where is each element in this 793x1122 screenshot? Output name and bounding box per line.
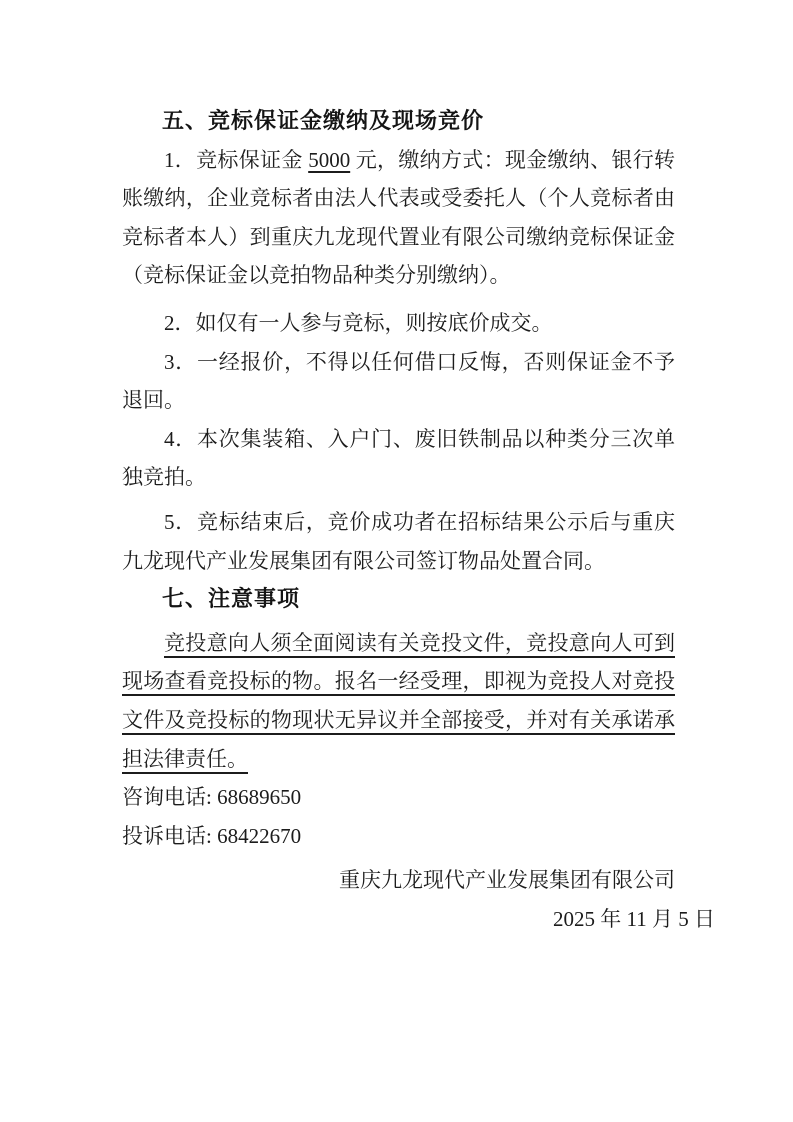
deposit-amount-underlined: 5000 — [308, 147, 351, 172]
contract-signing-clause: 5．竞标结束后，竞价成功者在招标结果公示后与重庆九龙现代产业发展集团有限公司签订物品处置合同。 — [122, 509, 675, 573]
complaint-phone-number: 68422670 — [217, 823, 302, 848]
complaint-phone-label: 投诉电话: — [122, 823, 218, 848]
deposit-prefix-text: 1．竞标保证金 — [164, 147, 309, 172]
no-retract-clause: 3．一经报价，不得以任何借口反悔，否则保证金不予退回。 — [122, 349, 675, 413]
deposit-terms-paragraph — [122, 141, 675, 295]
single-bidder-clause: 2．如仅有一人参与竞标，则按底价成交。 — [164, 310, 553, 335]
signature-date: 2025 年 11 月 5 日 — [553, 906, 715, 931]
inquiry-phone-label: 咨询电话: — [122, 785, 218, 810]
signature-company: 重庆九龙现代产业发展集团有限公司 — [339, 868, 675, 893]
document-content — [122, 102, 715, 938]
notice-paragraph-underlined: 竞投意向人须全面阅读有关竞投文件，竞投意向人可到现场查看竞投标的物。报名一经受理，即视为竞投人对竞投文件及竞投标的物现状无异议并全部接受，并对有关承诺承担法律责任。 — [122, 630, 675, 771]
deposit-suffix-text: 元，缴纳方式：现金缴纳、银行转账缴纳，企业竞标者由法人代表或受委托人（个人竞标者由竞标者本人）到重庆九龙现代置业有限公司缴纳竞标保证金（竞标保证金以竞拍物品种类分别缴纳）。 — [122, 147, 676, 288]
complaint-phone-line — [122, 817, 675, 856]
inquiry-phone-line — [122, 778, 675, 817]
inquiry-phone-number: 68689650 — [217, 785, 302, 810]
separate-auction-clause: 4．本次集装箱、入户门、废旧铁制品以种类分三次单独竞拍。 — [122, 426, 675, 490]
section-5-heading: 五、竞标保证金缴纳及现场竞价 — [162, 108, 485, 133]
section-7-heading: 七、注意事项 — [162, 586, 301, 612]
